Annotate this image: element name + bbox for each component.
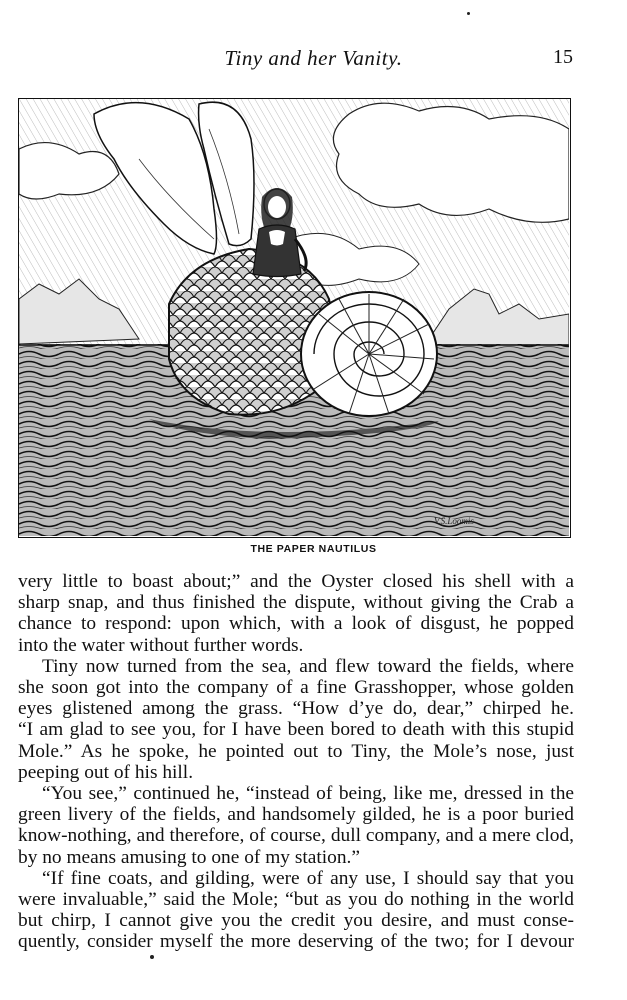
svg-text:V.S.Loomis: V.S.Loomis	[434, 516, 474, 526]
text-line: “If fine coats, and gilding, were of any use, I should say that you	[42, 867, 574, 889]
paragraph-2	[18, 656, 574, 783]
paragraph-1	[18, 571, 574, 656]
paragraph-4	[18, 868, 574, 953]
illustration-caption: THE PAPER NAUTILUS	[250, 543, 377, 555]
text-line: Tiny now turned from the sea, and flew toward the fields, where	[42, 655, 574, 677]
text-line: but chirp, I cannot give you the credit you desire, and must conse-	[18, 910, 574, 932]
print-speck	[467, 12, 470, 15]
text-line: sharp snap, and thus finished the dispute, without giving the Crab a	[18, 592, 574, 614]
text-line: “You see,” continued he, “instead of being, like me, dressed in the	[42, 783, 574, 805]
text-line: Mole.” As he spoke, he pointed out to Tiny, the Mole’s nose, just	[18, 740, 574, 762]
page-header	[0, 46, 627, 76]
text-line: were invaluable,” said the Mole; “but as you do nothing in the world	[18, 889, 574, 911]
running-title: Tiny and her Vanity.	[224, 46, 403, 70]
engraving-svg	[19, 99, 569, 536]
page-number: 15	[553, 46, 573, 68]
text-line: green livery of the fields, and handsomely gilded, he is a poor buried	[18, 804, 574, 826]
paragraph-3	[18, 783, 574, 868]
text-line: peeping out of his hill.	[18, 761, 194, 783]
text-line: chance to respond: upon which, with a look of disgust, he popped	[18, 613, 574, 635]
text-line: very little to boast about;” and the Oyster closed his shell with a	[18, 571, 574, 592]
print-speck	[150, 955, 154, 959]
text-line: quently, consider myself the more deserving of the two; for I devour	[18, 931, 574, 953]
text-line: eyes glistened among the grass. “How d’ye do, dear,” chirped he.	[18, 698, 574, 720]
text-line: by no means amusing to one of my station.”	[18, 846, 360, 868]
body-text	[18, 571, 574, 953]
text-line: “I am glad to see you, for I have been bored to death with this stupid	[18, 719, 574, 741]
text-line: she soon got into the company of a fine Grasshopper, whose golden	[18, 677, 574, 699]
text-line: into the water without further words.	[18, 634, 304, 656]
text-line: know-nothing, and therefore, of course, dull company, and a mere clod,	[18, 825, 574, 847]
nautilus-illustration	[18, 98, 571, 538]
